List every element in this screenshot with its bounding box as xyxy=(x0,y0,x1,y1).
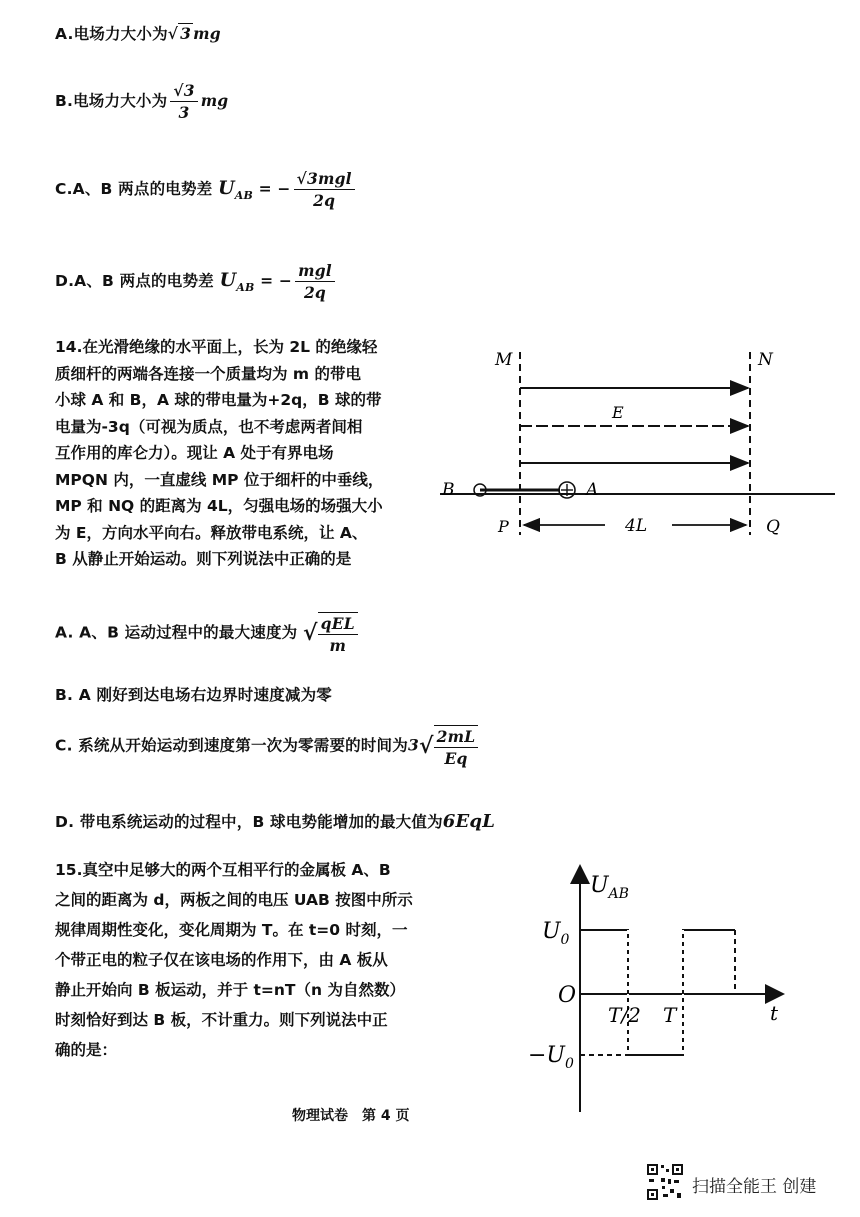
option-14a-text: A. A、B 运动过程中的最大速度为 xyxy=(55,623,298,642)
option-13d-sub: AB xyxy=(236,280,255,294)
q14-line: 为 E，方向水平向右。释放带电系统，让 A、 xyxy=(55,523,368,542)
question-15-stem xyxy=(55,855,413,1065)
option-13d xyxy=(55,262,338,301)
q14-line: B 从静止开始运动。则下列说法中正确的是 xyxy=(55,550,352,568)
graph-period-label: T xyxy=(663,1003,677,1027)
option-14c-text: C. 系统从开始运动到速度第一次为零需要的时间为 xyxy=(55,736,408,755)
option-14c-den: Eq xyxy=(444,749,468,769)
label-b: B xyxy=(442,480,455,500)
q15-line: 时刻恰好到达 B 板，不计重力。则下列说法中正 xyxy=(55,1011,388,1029)
option-14c: C. 系统从开始运动到速度第一次为零需要的时间为3√ $\frac{2mL}{Eq}$ xyxy=(55,725,481,767)
q15-line: 个带正电的粒子仅在该电场的作用下，由 A 板从 xyxy=(55,951,388,969)
label-q: Q xyxy=(766,517,780,537)
option-13d-text: D.A、B 两点的电势差 xyxy=(55,272,214,291)
option-13c xyxy=(55,170,358,209)
option-14c-coef: 3 xyxy=(407,735,419,755)
q15-line: 15.真空中足够大的两个互相平行的金属板 A、B xyxy=(55,861,391,879)
label-e: E xyxy=(612,403,624,422)
option-13a: A.电场力大小为√ 3 mg xyxy=(55,24,221,43)
option-13d-eq: = − xyxy=(260,271,293,291)
q15-voltage-graph xyxy=(520,862,790,1117)
q14-line: 质细杆的两端各连接一个质量均为 m 的带电 xyxy=(55,364,361,383)
label-n: N xyxy=(758,350,773,370)
option-14b-text: B. A 刚好到达电场右边界时速度减为零 xyxy=(55,686,332,704)
label-a: A xyxy=(586,480,599,500)
option-14a: A. A、B 运动过程中的最大速度为 √ $\frac{\text{qEL}}{m}$ xyxy=(55,612,361,654)
option-13d-den: 2q xyxy=(303,283,326,303)
option-14d-text: D. 带电系统运动的过程中，B 球电势能增加的最大值为 xyxy=(55,813,443,831)
graph-t-label: t xyxy=(770,1001,779,1025)
label-m: M xyxy=(495,350,513,370)
q15-line: 之间的距离为 d，两板之间的电压 UAB 按图中所示 xyxy=(55,891,413,909)
graph-neg-u0-label: $-U_0$ xyxy=(528,1043,574,1072)
q14-line: 电量为-3q（可视为质点，也不考虑两者间相 xyxy=(55,417,363,436)
graph-u0-label: $U_0$ xyxy=(542,919,570,948)
q14-line: 小球 A 和 B，A 球的带电量为+2q，B 球的带 xyxy=(55,391,382,409)
q14-line: MPQN 内，一直虚线 MP 位于细杆的中垂线， xyxy=(55,470,384,489)
option-13a-text: A.电场力大小为 xyxy=(55,25,168,43)
option-13c-var: U xyxy=(217,177,235,200)
option-14a-den: m xyxy=(329,636,347,656)
option-14b xyxy=(55,683,332,705)
q14-field-figure xyxy=(440,340,840,545)
option-13b-text: B.电场力大小为 xyxy=(55,92,168,111)
option-13d-var: U xyxy=(219,269,237,292)
q15-line: 静止开始向 B 板运动，并于 t=nT（n 为自然数） xyxy=(55,981,405,999)
page-footer: 物理试卷 第 4 页 xyxy=(292,1108,410,1124)
graph-origin-label: O xyxy=(558,983,577,1008)
graph-half-period-label: T/2 xyxy=(608,1003,641,1027)
option-13d-num: mgl xyxy=(295,262,335,282)
option-14d-value: 6EqL xyxy=(442,811,496,832)
q15-line: 确的是： xyxy=(55,1041,118,1059)
option-13b xyxy=(55,82,228,121)
q14-line: MP 和 NQ 的距离为 4L，匀强电场的场强大小 xyxy=(55,497,383,515)
label-4l: 4L xyxy=(625,516,648,536)
option-13c-sub: AB xyxy=(234,188,253,202)
qr-code-icon xyxy=(646,1163,684,1201)
option-13c-eq: = − xyxy=(258,179,291,199)
q15-line: 规律周期性变化，变化周期为 T。在 t=0 时刻，一 xyxy=(55,921,408,939)
option-13a-tail: mg xyxy=(193,24,221,43)
q14-line: 互作用的库仑力）。现让 A 处于有界电场 xyxy=(55,444,334,462)
option-14a-num: qEL xyxy=(318,615,358,635)
square-wave xyxy=(580,930,735,1055)
q14-line: 14.在光滑绝缘的水平面上，长为 2L 的绝缘轻 xyxy=(55,338,378,356)
graph-y-label: $U_{AB}$ xyxy=(590,873,629,902)
option-13b-tail: mg xyxy=(200,91,229,111)
option-14c-num: 2mL xyxy=(434,728,479,748)
scanner-watermark: 扫描全能王 创建 xyxy=(692,1177,817,1197)
label-p: P xyxy=(498,517,509,536)
option-13c-den: 2q xyxy=(313,191,336,211)
option-14d xyxy=(55,810,495,832)
option-13a-sqrt: 3 xyxy=(180,24,192,43)
option-13b-den: 3 xyxy=(178,103,190,123)
option-13b-num: √3 xyxy=(170,82,197,102)
option-13c-num: √3mgl xyxy=(294,170,355,190)
option-13c-text: C.A、B 两点的电势差 xyxy=(55,180,213,199)
question-14-stem xyxy=(55,334,383,573)
